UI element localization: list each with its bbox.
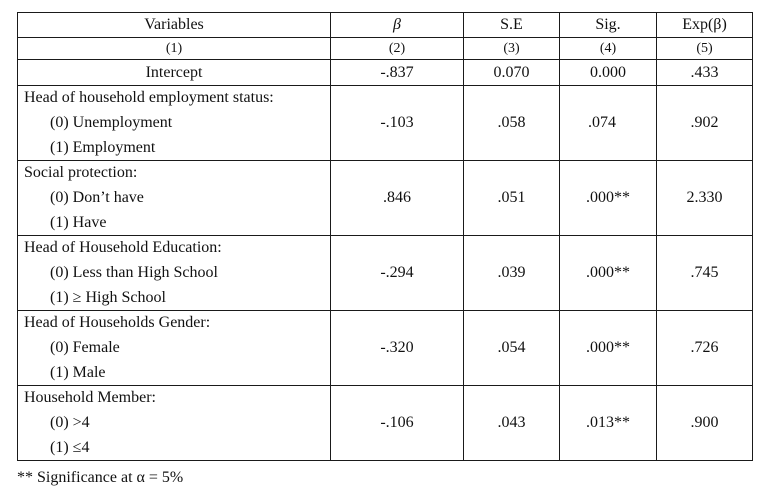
variable-title: Social protection: — [24, 164, 138, 181]
beta-value: .846 — [331, 161, 464, 236]
intercept-row — [18, 60, 753, 86]
category-1: (1) Have — [50, 214, 107, 231]
category-1: (1) ≥ High School — [50, 289, 166, 306]
variable-label — [18, 161, 331, 236]
header-beta-symbol: β — [393, 16, 401, 33]
variable-row-social-protection — [18, 161, 753, 236]
column-number-row — [18, 38, 753, 60]
variable-row-household-member — [18, 386, 753, 461]
category-0: (0) Female — [50, 339, 120, 356]
header-exp: Exp(β) — [657, 13, 753, 38]
intercept-exp: .433 — [657, 60, 753, 86]
variable-row-employment — [18, 86, 753, 161]
significance-footnote: ** Significance at α = 5% — [17, 469, 184, 486]
exp-value: .902 — [657, 86, 753, 161]
beta-value: -.320 — [331, 311, 464, 386]
category-0: (0) Unemployment — [50, 114, 173, 131]
regression-table — [17, 12, 753, 461]
exp-value: 2.330 — [657, 161, 753, 236]
se-value: .054 — [464, 311, 560, 386]
category-0: (0) Less than High School — [50, 264, 218, 281]
variable-label — [18, 311, 331, 386]
se-value: .043 — [464, 386, 560, 461]
category-1: (1) Employment — [50, 139, 156, 156]
variable-title: Household Member: — [24, 389, 156, 406]
variable-row-gender — [18, 311, 753, 386]
column-number: (5) — [657, 38, 753, 60]
header-sig: Sig. — [560, 13, 657, 38]
beta-value: -.294 — [331, 236, 464, 311]
se-value: .058 — [464, 86, 560, 161]
category-0: (0) Don’t have — [50, 189, 144, 206]
exp-value: .900 — [657, 386, 753, 461]
category-1: (1) Male — [50, 364, 106, 381]
column-number: (3) — [464, 38, 560, 60]
sig-value: .000** — [560, 236, 657, 311]
se-value: .051 — [464, 161, 560, 236]
sig-value: .013** — [560, 386, 657, 461]
variable-title: Head of Household Education: — [24, 239, 222, 256]
category-0: (0) >4 — [50, 414, 90, 431]
exp-value: .745 — [657, 236, 753, 311]
header-row — [18, 13, 753, 38]
category-1: (1) ≤4 — [50, 439, 90, 456]
variable-label — [18, 386, 331, 461]
se-value: .039 — [464, 236, 560, 311]
column-number: (4) — [560, 38, 657, 60]
variable-title: Head of Households Gender: — [24, 314, 211, 331]
variable-label — [18, 86, 331, 161]
intercept-sig: 0.000 — [560, 60, 657, 86]
beta-value: -.103 — [331, 86, 464, 161]
variable-row-education — [18, 236, 753, 311]
header-se: S.E — [464, 13, 560, 38]
header-variables: Variables — [18, 13, 331, 38]
intercept-beta: -.837 — [331, 60, 464, 86]
variable-title: Head of household employment status: — [24, 89, 274, 106]
beta-value: -.106 — [331, 386, 464, 461]
sig-value: .074 — [560, 86, 657, 161]
variable-label — [18, 236, 331, 311]
sig-value: .000** — [560, 311, 657, 386]
column-number: (2) — [331, 38, 464, 60]
sig-value: .000** — [560, 161, 657, 236]
exp-value: .726 — [657, 311, 753, 386]
column-number: (1) — [18, 38, 331, 60]
header-beta — [331, 13, 464, 38]
intercept-label: Intercept — [18, 60, 331, 86]
intercept-se: 0.070 — [464, 60, 560, 86]
